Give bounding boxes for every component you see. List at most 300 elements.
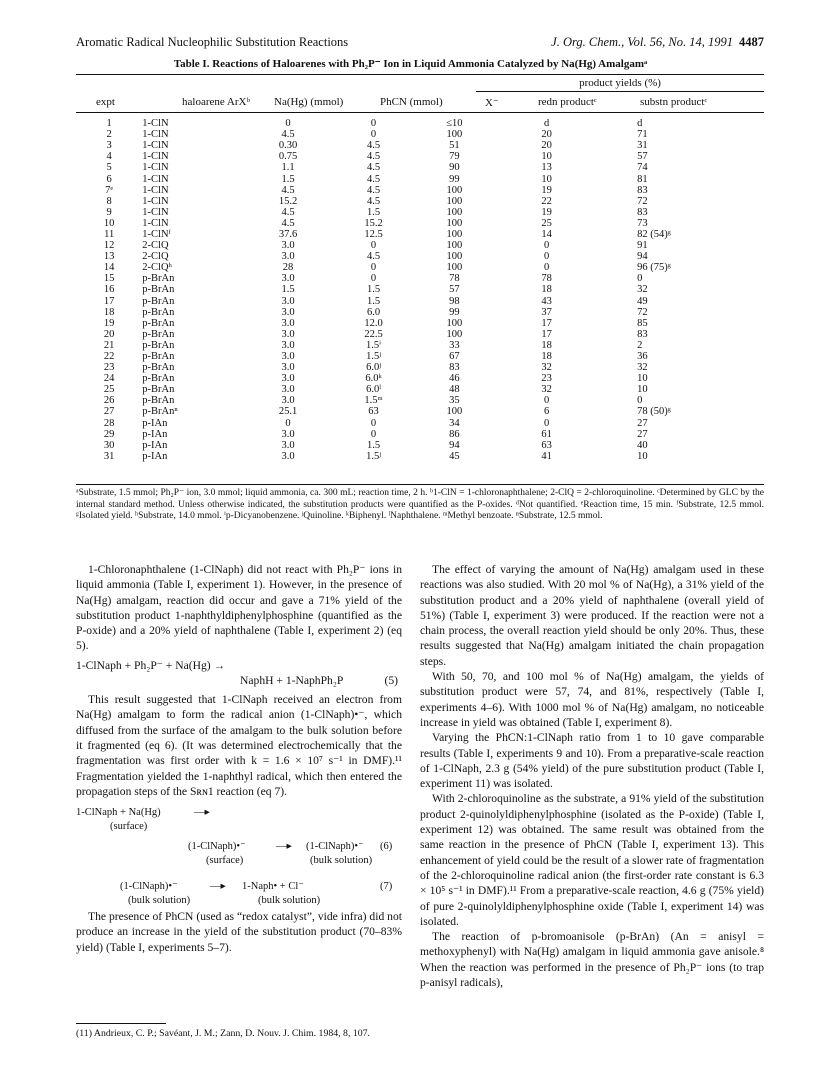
cell-naHg: 4.5 [281, 206, 295, 218]
cell-expt: 31 [103, 450, 115, 462]
cell-haloarene: p-BrAn [142, 395, 175, 407]
cell-naHg: 28 [282, 262, 294, 274]
table-row [76, 273, 764, 284]
cell-haloarene: p-IAn [142, 439, 168, 451]
cell-naHg: 1.5 [281, 173, 295, 185]
scheme-anion-bulk: (1-ClNaph)•⁻ [306, 841, 364, 853]
col-header-expt: expt [96, 96, 115, 108]
left-paragraph-3: The presence of PhCN (used as “redox catalyst”, vide infra) did not produce an increase in the yield of the substitution product (70–83% yield) (Table I, experiments 5–7). [76, 910, 402, 954]
cell-x: 83 [449, 362, 460, 374]
cell-naHg: 0 [285, 417, 291, 429]
group-header-rule [476, 91, 764, 92]
cell-phcn: 1.5ʲ [366, 450, 381, 462]
cell-redn: 6 [543, 406, 550, 418]
cell-naHg: 15.2 [278, 195, 298, 207]
cell-haloarene: 1-ClN [142, 217, 169, 229]
cell-substn: 83 [637, 206, 648, 218]
cell-expt: 4 [106, 151, 112, 163]
cell-x: 46 [449, 373, 460, 385]
cell-redn: 18 [541, 284, 552, 296]
table-row [76, 173, 764, 184]
cell-haloarene: 1-ClN [142, 195, 169, 207]
scheme-anion-bulk-2-phase: (bulk solution) [128, 895, 191, 907]
cell-redn: 61 [541, 428, 552, 440]
table-row [76, 262, 764, 273]
cell-x: 100 [446, 206, 463, 218]
cell-substn: 10 [637, 384, 648, 396]
cell-x: 100 [446, 317, 463, 329]
cell-phcn: 0 [370, 428, 377, 440]
cell-phcn: 4.5 [366, 140, 381, 152]
cell-expt: 15 [103, 273, 115, 285]
table-row [76, 162, 764, 173]
cell-naHg: 3.0 [281, 240, 295, 252]
cell-substn: 72 [637, 195, 648, 207]
equation-5-line-1: 1-ClNaph + Ph₂P⁻ + Na(Hg) → [76, 658, 226, 672]
cell-redn: 13 [541, 162, 552, 174]
cell-x: ≤10 [446, 118, 463, 130]
cell-x: 57 [449, 284, 460, 296]
cell-expt: 20 [103, 328, 115, 340]
cell-phcn: 0 [370, 240, 377, 252]
cell-substn: 85 [637, 317, 648, 329]
cell-expt: 21 [103, 339, 115, 351]
table-top-rule [76, 74, 764, 75]
cell-phcn: 1.5ⁱ [366, 339, 382, 351]
scheme-anion-surface: (1-ClNaph)•⁻ [188, 841, 246, 853]
scheme-naphthyl-phase: (bulk solution) [258, 895, 321, 907]
table-row [76, 318, 764, 329]
scheme-arrow-2: —▸ [276, 841, 292, 853]
cell-haloarene: 2-ClQ [142, 251, 169, 263]
cell-phcn: 22.5 [364, 328, 383, 340]
scheme-arrow-3: —▸ [210, 881, 226, 893]
scheme-eq6-number: (6) [380, 841, 393, 853]
cell-substn: 94 [637, 251, 648, 263]
cell-substn: 78 (50)ᵍ [637, 406, 671, 418]
reference-11: (11) Andrieux, C. P.; Savéant, J. M.; Zann, D. Nouv. J. Chim. 1984, 8, 107. [76, 1028, 370, 1039]
cell-expt: 12 [103, 240, 115, 252]
cell-naHg: 3.0 [281, 384, 295, 396]
cell-substn: 32 [637, 284, 648, 296]
cell-phcn: 12.0 [364, 317, 383, 329]
cell-haloarene: p-BrAn [142, 317, 175, 329]
cell-substn: 27 [637, 428, 648, 440]
cell-haloarene: p-BrAn [142, 351, 175, 363]
equation-5-number: (5) [384, 674, 398, 688]
scheme-anion-bulk-2: (1-ClNaph)•⁻ [120, 881, 178, 893]
table-row [76, 406, 764, 417]
cell-haloarene: 1-ClN [142, 206, 169, 218]
cell-substn: 49 [637, 295, 648, 307]
cell-expt: 17 [103, 295, 115, 307]
cell-expt: 25 [103, 384, 115, 396]
cell-substn: 36 [637, 351, 648, 363]
cell-redn: 37 [541, 306, 552, 318]
cell-x: 99 [449, 306, 460, 318]
cell-expt: 10 [103, 217, 115, 229]
cell-redn: 23 [541, 373, 552, 385]
cell-haloarene: p-IAn [142, 450, 168, 462]
cell-substn: 57 [637, 151, 648, 163]
cell-phcn: 1.5ᵐ [364, 395, 383, 407]
cell-substn: 73 [637, 217, 648, 229]
table-footnotes: ᵃSubstrate, 1.5 mmol; Ph₂P⁻ ion, 3.0 mmol; liquid ammonia, ca. 300 mL; reaction time, 2 h. ᵇ1-ClN = 1-chloronaphthalene; 2-ClQ = 2-chloroquinoline. ᶜDetermined by GLC by the internal standard method. Unless otherwise indicated, the substitution products were quantified as the P-oxides. ᵈNot quantified. ᵉReaction time, 15 min. ᶠSubstrate, 12.5 mmol. ᵍIsolated yield. ʰSubstrate, 14.0 mmol. ⁱp-Dicyanobenzene. ʲQuinoline. ᵏBiphenyl. ˡNaphthalene. ᵐMethyl benzoate. ⁿSubstrate, 12.5 mmol. [76, 488, 764, 521]
cell-phcn: 6.0 [366, 306, 381, 318]
cell-x: 35 [449, 395, 460, 407]
cell-naHg: 37.6 [278, 228, 298, 240]
left-paragraph-2: This result suggested that 1-ClNaph received an electron from Na(Hg) amalgam to form the radical anion (1-ClNaph)•⁻, which diffused from the surface of the amalgam to the bulk solution before it fragmented (eq 6). (It was determined electrochemically that the fragmentation was first order with k = 1.6 × 10⁷ s⁻¹ in DMF).¹¹ Fragmentation yielded the 1-naphthyl radical, which then entered the propagation steps of the Sʀɴ1 reaction (eq 7). [76, 693, 402, 798]
cell-substn: 10 [637, 373, 648, 385]
cell-x: 98 [449, 295, 460, 307]
cell-x: 79 [449, 151, 460, 163]
right-paragraph-3: Varying the PhCN:1-ClNaph ratio from 1 to 10 gave comparable results (Table I, experiments 9 and 10). From a preparative-scale reaction of 1-ClNaph, 2.3 g (54% yield) of the pure substitution product (Table I, experiment 11) was isolated. [420, 731, 764, 791]
cell-substn: 82 (54)ᵍ [637, 228, 671, 240]
cell-redn: 14 [541, 228, 552, 240]
cell-expt: 7ᵉ [105, 184, 114, 196]
cell-x: 86 [449, 428, 460, 440]
cell-haloarene: p-BrAn [142, 284, 175, 296]
running-header-title: Aromatic Radical Nucleophilic Substitution Reactions [76, 35, 349, 49]
cell-naHg: 3.0 [281, 306, 295, 318]
table-row [76, 207, 764, 218]
cell-naHg: 3.0 [281, 428, 295, 440]
table-row [76, 296, 764, 307]
cell-x: 94 [449, 439, 460, 451]
cell-x: 100 [446, 184, 463, 196]
cell-redn: d [543, 118, 550, 130]
cell-naHg: 4.5 [281, 184, 295, 196]
cell-naHg: 3.0 [281, 317, 295, 329]
cell-naHg: 3.0 [281, 362, 295, 374]
cell-redn: 18 [541, 339, 552, 351]
cell-redn: 20 [541, 140, 552, 152]
cell-phcn: 1.5ʲ [366, 351, 381, 363]
table-row [76, 418, 764, 429]
running-header-journal [551, 35, 764, 50]
cell-phcn: 6.0ˡ [366, 384, 381, 396]
col-header-haloarene: haloarene ArXᵇ [182, 96, 250, 108]
table-row [76, 140, 764, 151]
scheme-reactant-1-phase: (surface) [110, 821, 148, 833]
table-row [76, 229, 764, 240]
cell-x: 90 [449, 162, 460, 174]
cell-x: 78 [449, 273, 460, 285]
cell-x: 67 [449, 351, 460, 363]
cell-naHg: 3.0 [281, 273, 295, 285]
table-row [76, 129, 764, 140]
right-column [420, 562, 764, 990]
table-row [76, 329, 764, 340]
table-row [76, 118, 764, 129]
table-row [76, 373, 764, 384]
cell-naHg: 0 [285, 118, 291, 130]
cell-substn: 0 [637, 395, 643, 407]
cell-naHg: 3.0 [281, 295, 295, 307]
cell-phcn: 0 [370, 417, 377, 429]
cell-substn: 2 [637, 339, 643, 351]
cell-x: 51 [449, 140, 460, 152]
cell-redn: 19 [541, 184, 552, 196]
table-row [76, 151, 764, 162]
table-row [76, 240, 764, 251]
cell-x: 45 [449, 450, 460, 462]
cell-x: 100 [446, 262, 463, 274]
cell-expt: 22 [103, 351, 115, 363]
cell-redn: 17 [541, 317, 552, 329]
running-header [76, 35, 764, 51]
cell-redn: 25 [541, 217, 552, 229]
cell-expt: 30 [103, 439, 115, 451]
cell-substn: 72 [637, 306, 648, 318]
cell-substn: d [637, 118, 643, 130]
table-row [76, 451, 764, 462]
right-paragraph-5: The reaction of p-bromoanisole (p-BrAn) (An = anisyl = methoxyphenyl) with Na(Hg) amalgam in liquid ammonia gave anisole.⁸ When the reaction was performed in the presence of Ph₂P⁻ ions (to trap p-anisyl radicals), [420, 930, 764, 990]
cell-substn: 31 [637, 140, 648, 152]
cell-x: 100 [446, 195, 463, 207]
cell-x: 99 [449, 173, 460, 185]
cell-redn: 41 [541, 450, 552, 462]
cell-substn: 83 [637, 328, 648, 340]
cell-expt: 11 [104, 228, 115, 240]
cell-expt: 5 [106, 162, 112, 174]
cell-redn: 0 [543, 262, 550, 274]
header-bottom-rule [76, 112, 764, 113]
cell-haloarene: p-BrAnⁿ [142, 406, 178, 418]
cell-substn: 91 [637, 240, 648, 252]
cell-haloarene: 1-ClN [142, 140, 169, 152]
cell-phcn: 63 [368, 406, 379, 418]
cell-phcn: 4.5 [366, 162, 381, 174]
cell-haloarene: 2-ClQʰ [142, 262, 172, 274]
cell-redn: 43 [541, 295, 552, 307]
left-column [76, 562, 402, 955]
cell-substn: 32 [637, 362, 648, 374]
cell-redn: 19 [541, 206, 552, 218]
right-paragraph-2: With 50, 70, and 100 mol % of Na(Hg) amalgam, the yields of substitution product were 57, 74, and 81%, respectively (Table I, experiments 4–6). With 1000 mol % of Na(Hg) amalgam, no noticeable increase in yield was obtained (Table I, experiment 8). [420, 670, 764, 729]
cell-phcn: 15.2 [364, 217, 383, 229]
table-row [76, 251, 764, 262]
cell-phcn: 1.5 [366, 295, 381, 307]
cell-substn: 40 [637, 439, 648, 451]
cell-haloarene: 1-ClN [142, 162, 169, 174]
cell-expt: 2 [106, 129, 112, 141]
cell-haloarene: p-BrAn [142, 339, 175, 351]
cell-expt: 28 [103, 417, 115, 429]
right-paragraph-1: The effect of varying the amount of Na(Hg) amalgam used in these reactions was also studied. With 20 mol % of Na(Hg), a 31% yield of the substitution product and a 20% yield of naphthalene (overall yield of 51%) (Table I, experiment 3) were produced. If the reaction were not a chain process, the overall reaction yield should be only 20%. Thus, these results suggested that Na(Hg) amalgam initiated the chain propagation steps. [420, 563, 764, 668]
col-header-substn: substn productᶜ [640, 96, 708, 108]
cell-redn: 22 [541, 195, 552, 207]
cell-substn: 96 (75)ᵍ [637, 262, 671, 274]
table-row [76, 284, 764, 295]
table-row [76, 440, 764, 451]
cell-redn: 20 [541, 129, 552, 141]
cell-haloarene: p-IAn [142, 417, 168, 429]
cell-substn: 0 [637, 273, 643, 285]
cell-haloarene: p-BrAn [142, 373, 175, 385]
col-header-naHg: Na(Hg) (mmol) [274, 96, 344, 108]
cell-haloarene: 1-ClN [142, 184, 169, 196]
cell-phcn: 0 [370, 129, 377, 141]
scheme-reactant-1: 1-ClNaph + Na(Hg) [76, 807, 161, 819]
cell-expt: 8 [106, 195, 112, 207]
cell-x: 100 [446, 228, 463, 240]
cell-x: 100 [446, 217, 463, 229]
reference-rule [76, 1023, 166, 1024]
scheme-eq7-number: (7) [380, 881, 393, 893]
cell-phcn: 4.5 [366, 251, 381, 263]
cell-haloarene: p-BrAn [142, 328, 175, 340]
right-paragraph-4: With 2-chloroquinoline as the substrate, a 91% yield of the substitution product 2-quinolyldiphenylphosphine (isolated as the P-oxide) (Table I, experiment 12) was obtained. The same result was obtained from the same reaction in the presence of PhCN (Table I, experiment 13). This enhancement of yield could be the result of a slower rate of fragmentation of the 2-chloroquinoline radical anion (the first-order rate constant is 6.3 × 10⁵ s⁻¹ in DMF).¹¹ From a preparative-scale reaction, 4.6 g (75% yield) of pure 2-quinolyldiphenylphosphine oxide (Table I, experiment 14) was isolated. [420, 792, 764, 928]
cell-phcn: 0 [370, 118, 377, 130]
col-header-phcn: PhCN (mmol) [380, 96, 443, 108]
cell-phcn: 4.5 [366, 151, 381, 163]
cell-expt: 23 [103, 362, 115, 374]
cell-phcn: 4.5 [366, 195, 381, 207]
left-paragraph-1: 1-Chloronaphthalene (1-ClNaph) did not react with Ph₂P⁻ ions in liquid ammonia (Table I, experiment 1). However, in the presence of Na(Hg) amalgam, reaction did occur and gave a 71% yield of the substitution product 1-naphthyldiphenylphosphine (quantified as the P-oxide) and a 20% yield of naphthalene (Table I, experiment 2) (eq 5). [76, 563, 402, 653]
cell-phcn: 6.0ᵏ [365, 373, 382, 385]
reactions-table [76, 118, 764, 462]
cell-x: 100 [446, 251, 463, 263]
cell-phcn: 12.5 [364, 228, 383, 240]
cell-x: 48 [449, 384, 460, 396]
cell-x: 100 [446, 406, 463, 418]
cell-phcn: 1.5 [366, 439, 381, 451]
cell-expt: 1 [106, 118, 112, 130]
journal-citation: J. Org. Chem., Vol. 56, No. 14, 1991 [551, 35, 733, 49]
scheme-naphthyl-radical: 1-Naph• + Cl⁻ [242, 881, 304, 893]
cell-redn: 0 [543, 240, 550, 252]
scheme-arrow-1: —▸ [194, 807, 210, 819]
cell-naHg: 0.75 [278, 151, 298, 163]
cell-haloarene: 1-ClN [142, 118, 169, 130]
cell-expt: 16 [103, 284, 115, 296]
table-row [76, 307, 764, 318]
cell-naHg: 3.0 [281, 373, 295, 385]
cell-haloarene: 1-ClN [142, 129, 169, 141]
cell-expt: 19 [103, 317, 115, 329]
product-yields-group-header: product yields (%) [579, 77, 661, 89]
cell-x: 100 [446, 129, 463, 141]
table-title: Table I. Reactions of Haloarenes with Ph₂P⁻ Ion in Liquid Ammonia Catalyzed by Na(Hg) Amalgamᵃ [173, 58, 648, 70]
cell-haloarene: p-BrAn [142, 306, 175, 318]
cell-redn: 10 [541, 173, 552, 185]
page-number: 4487 [739, 35, 764, 49]
cell-naHg: 4.5 [281, 217, 295, 229]
cell-expt: 24 [103, 373, 115, 385]
cell-expt: 29 [103, 428, 115, 440]
cell-redn: 0 [543, 251, 550, 263]
cell-expt: 26 [103, 395, 115, 407]
table-bottom-rule [76, 484, 764, 485]
cell-substn: 27 [637, 417, 648, 429]
cell-redn: 63 [541, 439, 552, 451]
cell-expt: 18 [103, 306, 115, 318]
cell-naHg: 3.0 [281, 328, 295, 340]
cell-x: 34 [449, 417, 460, 429]
equation-5 [76, 658, 402, 688]
cell-substn: 71 [637, 129, 648, 141]
equation-5-line-2: NaphH + 1-NaphPh₂P [240, 674, 344, 688]
cell-naHg: 3.0 [281, 251, 295, 263]
cell-expt: 27 [103, 406, 115, 418]
cell-redn: 78 [541, 273, 552, 285]
table-row [76, 218, 764, 229]
cell-haloarene: 1-ClN [142, 151, 169, 163]
table-row [76, 351, 764, 362]
cell-phcn: 4.5 [366, 173, 381, 185]
cell-expt: 6 [106, 173, 112, 185]
cell-redn: 18 [541, 351, 552, 363]
cell-substn: 10 [637, 450, 648, 462]
cell-substn: 83 [637, 184, 648, 196]
table-body [76, 118, 764, 462]
cell-x: 33 [449, 339, 460, 351]
reaction-scheme [76, 799, 402, 949]
cell-naHg: 3.0 [281, 439, 295, 451]
cell-phcn: 1.5 [366, 206, 381, 218]
equation-5-line-2-row [76, 673, 402, 688]
col-header-redn: redn productᶜ [538, 96, 597, 108]
cell-naHg: 0.30 [278, 140, 298, 152]
cell-haloarene: p-BrAn [142, 273, 175, 285]
cell-phcn: 1.5 [366, 284, 381, 296]
cell-expt: 13 [103, 251, 115, 263]
cell-naHg: 3.0 [281, 339, 295, 351]
cell-substn: 81 [637, 173, 648, 185]
cell-haloarene: p-BrAn [142, 362, 175, 374]
cell-x: 100 [446, 240, 463, 252]
table-row [76, 384, 764, 395]
cell-phcn: 0 [370, 262, 377, 274]
cell-naHg: 1.5 [281, 284, 295, 296]
table-row [76, 185, 764, 196]
cell-haloarene: 1-ClN [142, 173, 169, 185]
table-row [76, 340, 764, 351]
cell-redn: 17 [541, 328, 552, 340]
cell-redn: 0 [543, 395, 550, 407]
cell-phcn: 4.5 [366, 184, 381, 196]
cell-naHg: 3.0 [281, 351, 295, 363]
cell-x: 100 [446, 328, 463, 340]
cell-phcn: 6.0ʲ [366, 362, 381, 374]
cell-redn: 32 [541, 384, 552, 396]
cell-haloarene: p-IAn [142, 428, 168, 440]
cell-redn: 10 [541, 151, 552, 163]
cell-naHg: 25.1 [278, 406, 298, 418]
scheme-anion-surface-phase: (surface) [206, 855, 244, 867]
cell-phcn: 0 [370, 273, 377, 285]
cell-haloarene: 2-ClQ [142, 240, 169, 252]
cell-haloarene: p-BrAn [142, 384, 175, 396]
cell-substn: 74 [637, 162, 648, 174]
cell-redn: 0 [543, 417, 550, 429]
cell-expt: 9 [106, 206, 112, 218]
cell-naHg: 3.0 [281, 395, 295, 407]
table-row [76, 362, 764, 373]
scheme-anion-bulk-phase: (bulk solution) [310, 855, 373, 867]
cell-expt: 3 [106, 140, 112, 152]
table-row [76, 395, 764, 406]
col-header-x: X⁻ [485, 97, 499, 109]
cell-naHg: 4.5 [281, 129, 295, 141]
cell-expt: 14 [103, 262, 115, 274]
cell-naHg: 1.1 [281, 162, 295, 174]
cell-haloarene: p-BrAn [142, 295, 175, 307]
cell-naHg: 3.0 [281, 450, 295, 462]
table-row [76, 196, 764, 207]
cell-haloarene: 1-ClNᶠ [142, 228, 171, 240]
